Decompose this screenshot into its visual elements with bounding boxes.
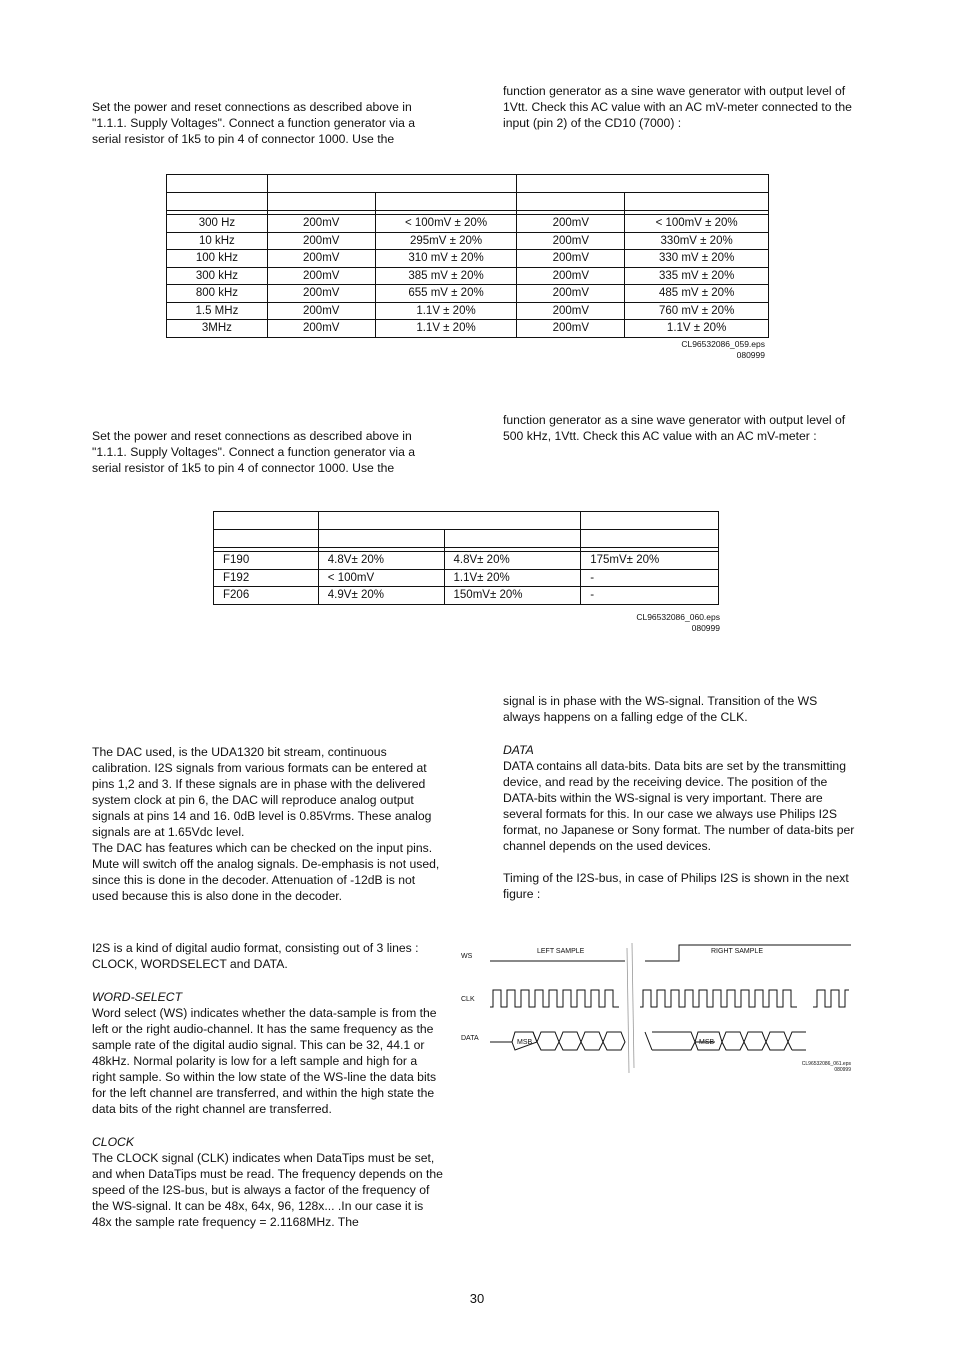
table-row	[167, 267, 769, 285]
table-cell: 200mV	[517, 285, 625, 303]
table-cell: F206	[214, 587, 319, 605]
table-cell: 3MHz	[167, 320, 268, 338]
table-cell: 200mV	[517, 267, 625, 285]
msb-label-left: MSB	[517, 1039, 533, 1046]
right-sample-label: RIGHT SAMPLE	[711, 948, 763, 955]
table-cell: 200mV	[267, 215, 375, 233]
dac-paragraph-2: The DAC has features which can be checked on the input pins. Mute will switch off the analog signals. De-emphasis is not used, since this is done in the decoder. Attenuation of -12dB is not used because this is also done in the decoder.	[92, 841, 440, 903]
table-row	[214, 569, 719, 587]
table-row	[167, 285, 769, 303]
i2s-description-continued	[503, 693, 855, 902]
data-signal	[490, 1032, 806, 1050]
table-subheader-row	[214, 530, 719, 548]
table-cell: 200mV	[517, 215, 625, 233]
table-cell: 200mV	[517, 232, 625, 250]
table-cell: 200mV	[517, 320, 625, 338]
clock-text: The CLOCK signal (CLK) indicates when DataTips must be set, and when DataTips must be read. The frequency depends on the speed of the I2S-bus, but is always a factor of the frequency of the WS-signal. It can be 48x, 64x, 96, 128x... .In our case it is 48x the sample rate frequency = 2.1168MHz. The	[92, 1151, 443, 1229]
table-cell: 100 kHz	[167, 250, 268, 268]
data-label: DATA	[461, 1035, 479, 1042]
table-cell: < 100mV ± 20%	[375, 215, 517, 233]
clk-label: CLK	[461, 996, 475, 1003]
table-row	[167, 232, 769, 250]
table-cell: 150mV± 20%	[444, 587, 581, 605]
table-cell: 200mV	[267, 232, 375, 250]
table-cell: 4.8V± 20%	[444, 552, 581, 570]
table-header-row	[214, 512, 719, 530]
section1-left-text: Set the power and reset connections as described above in "1.1.1. Supply Voltages". Connect a function generator via a serial resistor of 1k5 to pin 4 of connector 1000. Use the	[92, 100, 416, 146]
dac-description	[92, 744, 444, 904]
table-1-caption: CL96532086_059.eps 080999	[681, 339, 765, 360]
table-cell: < 100mV ± 20%	[625, 215, 769, 233]
diagram-date: 080999	[834, 1067, 851, 1073]
table-cell: -	[581, 587, 719, 605]
data-heading: DATA	[503, 743, 534, 757]
table-cell: 330 mV ± 20%	[625, 250, 769, 268]
table-cell: 4.8V± 20%	[318, 552, 444, 570]
word-select-text: Word select (WS) indicates whether the data-sample is from the left or the right audio-channel. It has the same frequency as the sample rate of the digital audio signal. This can be 32, 44.1 or 48kHz. Normal polarity is low for a left sample and high for a right sample. So within the low state of the WS-line the data bits for the left channel are transferred, and within the high state the data bits of the right channel are transferred.	[92, 1006, 437, 1116]
table-cell: 760 mV ± 20%	[625, 302, 769, 320]
clock-heading: CLOCK	[92, 1135, 134, 1149]
dac-paragraph-1: The DAC used, is the UDA1320 bit stream, continuous calibration. I2S signals from various formats can be entered at pins 1,2 and 3. If these signals are in phase with the delivered system clock at pin 6, the DAC will reproduce analog output signals at pins 14 and 16. 0dB level is 0.85Vrms. These analog signals are at 1.65Vdc level.	[92, 745, 432, 839]
i2s-timing-diagram	[455, 938, 855, 1078]
table-cell: 485 mV ± 20%	[625, 285, 769, 303]
table-cell: 800 kHz	[167, 285, 268, 303]
section1-right-text: function generator as a sine wave generator with output level of 1Vtt. Check this AC value with an AC mV-meter connected to the input (pin 2) of the CD10 (7000) :	[503, 84, 852, 130]
i2s-description	[92, 940, 444, 1230]
table-cell: 1.1V± 20%	[444, 569, 581, 587]
table-row	[214, 552, 719, 570]
ws-label: WS	[461, 953, 473, 960]
table-header-row	[167, 175, 769, 193]
table-row	[167, 302, 769, 320]
clock-text-continued: signal is in phase with the WS-signal. Transition of the WS always happens on a falling edge of the CLK.	[503, 694, 818, 724]
table-row	[214, 587, 719, 605]
table-cell: 300 kHz	[167, 267, 268, 285]
table-cell: 200mV	[517, 250, 625, 268]
table-cell: 1.1V ± 20%	[375, 302, 517, 320]
table-1	[166, 174, 769, 338]
diagram-caption: CL96532086_061.eps	[801, 1061, 851, 1067]
table-2	[213, 511, 719, 605]
table-cell: < 100mV	[318, 569, 444, 587]
table-cell: 330mV ± 20%	[625, 232, 769, 250]
table-cell: 1.5 MHz	[167, 302, 268, 320]
table-cell: F192	[214, 569, 319, 587]
table-cell: 655 mV ± 20%	[375, 285, 517, 303]
data-text: DATA contains all data-bits. Data bits are set by the transmitting device, and read by the receiving device. The position of the DATA-bits within the WS-signal is very important. There are several formats for this. In our case we always use Philips I2S format, no Japanese or Sony format. The number of data-bits per channel depends on the used devices.	[503, 759, 855, 853]
table-cell: 300 Hz	[167, 215, 268, 233]
table-cell: 1.1V ± 20%	[625, 320, 769, 338]
word-select-heading: WORD-SELECT	[92, 990, 183, 1004]
table-cell: 200mV	[267, 267, 375, 285]
table-cell: 4.9V± 20%	[318, 587, 444, 605]
table-cell: -	[581, 569, 719, 587]
section2-right-text: function generator as a sine wave generator with output level of 500 kHz, 1Vtt. Check this AC value with an AC mV-meter :	[503, 413, 846, 443]
i2s-intro: I2S is a kind of digital audio format, consisting out of 3 lines : CLOCK, WORDSELECT and DATA.	[92, 941, 419, 971]
timing-text: Timing of the I2S-bus, in case of Philips I2S is shown in the next figure :	[503, 871, 849, 901]
table-row	[167, 215, 769, 233]
table-subheader-row	[167, 193, 769, 211]
clk-signal	[490, 990, 619, 1007]
msb-label-right: MSB	[699, 1039, 715, 1046]
table-cell: 200mV	[267, 302, 375, 320]
table-cell: 385 mV ± 20%	[375, 267, 517, 285]
table-cell: F190	[214, 552, 319, 570]
table-cell: 310 mV ± 20%	[375, 250, 517, 268]
table-cell: 200mV	[267, 250, 375, 268]
table-cell: 10 kHz	[167, 232, 268, 250]
table-row	[167, 320, 769, 338]
table-cell: 1.1V ± 20%	[375, 320, 517, 338]
table-cell: 200mV	[267, 320, 375, 338]
table-cell: 200mV	[517, 302, 625, 320]
section2-left-text: Set the power and reset connections as described above in "1.1.1. Supply Voltages". Connect a function generator via a serial resistor of 1k5 to pin 4 of connector 1000. Use the	[92, 429, 416, 475]
table-2-caption: CL96532086_060.eps 080999	[636, 612, 720, 633]
table-cell: 175mV± 20%	[581, 552, 719, 570]
left-sample-label: LEFT SAMPLE	[537, 948, 585, 955]
table-cell: 200mV	[267, 285, 375, 303]
page-number: 30	[469, 1291, 485, 1306]
table-cell: 295mV ± 20%	[375, 232, 517, 250]
table-cell: 335 mV ± 20%	[625, 267, 769, 285]
table-row	[167, 250, 769, 268]
